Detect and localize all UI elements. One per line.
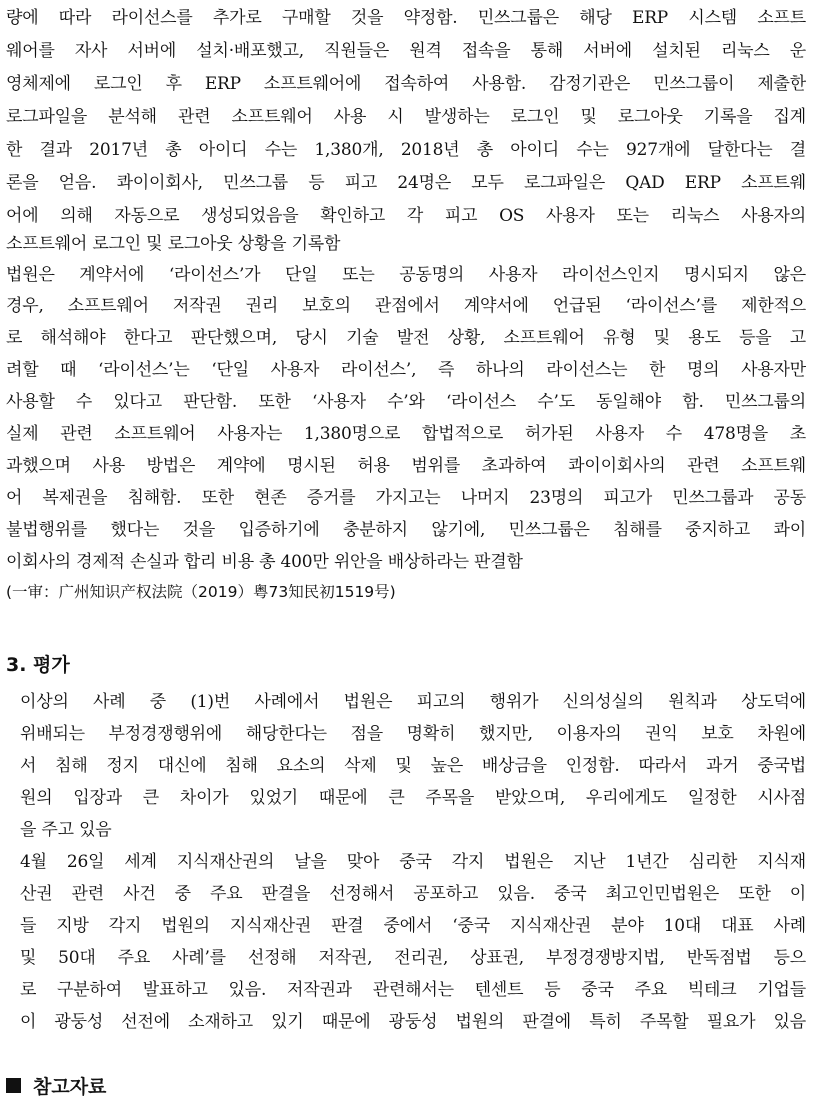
text-line: 한 결과 2017년 총 아이디 수는 1,380개, 2018년 총 아이디 수는 927개에 달한다는 결 (6, 140, 806, 160)
text-line: 원의 입장과 큰 차이가 있었기 때문에 큰 주목을 받았으며, 우리에게도 일정한 시사점 (20, 788, 806, 808)
text-line: 들 지방 각지 법원의 지식재산권 판결 중에서 ‘중국 지식재산권 분야 10대 대표 사례 (20, 916, 807, 936)
text-line: 경우, 소프트웨어 저작권 권리 보호의 관점에서 계약서에 언급된 ‘라이선스’를 제한적으 (6, 296, 806, 316)
text-line: 을 주고 있음 (20, 820, 112, 840)
text-line: 4월 26일 세계 지식재산권의 날을 맞아 중국 각지 법원은 지난 1년간 심리한 지식재 (20, 852, 806, 872)
text-line: 려할 때 ‘라이선스’는 ‘단일 사용자 라이선스’, 즉 하나의 라이선스는 한 명의 사용자만 (6, 360, 806, 380)
text-line: 이상의 사례 중 (1)번 사례에서 법원은 피고의 행위가 신의성실의 원칙과 상도덕에 (20, 692, 806, 712)
text-line: 과했으며 사용 방법은 계약에 명시된 허용 범위를 초과하여 콰이이회사의 관련 소프트웨 (6, 456, 806, 476)
text-line: 실제 관련 소프트웨어 사용자는 1,380명으로 합법적으로 허가된 사용자 수 478명을 초 (6, 424, 806, 444)
text-line: 사용할 수 있다고 판단함. 또한 ‘사용자 수’와 ‘라이선스 수’도 동일해야 함. 민쓰그룹의 (6, 392, 806, 412)
text-line: 로 해석해야 한다고 판단했으며, 당시 기술 발전 상황, 소프트웨어 유형 및 용도 등을 고 (6, 328, 806, 348)
text-line: 량에 따라 라이선스를 추가로 구매할 것을 약정함. 민쓰그룹은 해당 ERP 시스템 소프트 (6, 8, 806, 28)
text-line: 이 광둥성 선전에 소재하고 있기 때문에 광둥성 법원의 판결에 특히 주목할 필요가 있음 (20, 1012, 806, 1032)
references-title: 참고자료 (33, 1075, 107, 1098)
text-line: 법원은 계약서에 ‘라이선스’가 단일 또는 공동명의 사용자 라이선스인지 명시되지 않은 (6, 265, 806, 285)
text-line: 불법행위를 했다는 것을 입증하기에 충분하지 않기에, 민쓰그룹은 침해를 중지하고 콰이 (6, 520, 806, 540)
case-citation: (一审：广州知识产权法院（2019）粤73知民初1519号) (6, 583, 396, 601)
text-line: 및 50대 주요 사례’를 선정해 저작권, 전리권, 상표권, 부정경쟁방지법, 반독점법 등으 (20, 948, 806, 968)
section-heading: 3. 평가 (6, 654, 70, 676)
black-square-icon (6, 1078, 21, 1093)
text-line: 소프트웨어 로그인 및 로그아웃 상황을 기록함 (6, 234, 341, 254)
text-line: 이회사의 경제적 손실과 합리 비용 총 400만 위안을 배상하라는 판결함 (6, 552, 523, 572)
text-line: 론을 얻음. 콰이이회사, 민쓰그룹 등 피고 24명은 모두 로그파일은 QAD ERP 소프트웨 (6, 173, 806, 193)
text-line: 서 침해 정지 대신에 침해 요소의 삭제 및 높은 배상금을 인정함. 따라서 과거 중국법 (20, 756, 806, 776)
text-line: 어에 의해 자동으로 생성되었음을 확인하고 각 피고 OS 사용자 또는 리눅스 사용자의 (6, 206, 806, 226)
text-line: 로그파일을 분석해 관련 소프트웨어 사용 시 발생하는 로그인 및 로그아웃 기록을 집계 (6, 107, 806, 127)
text-line: 로 구분하여 발표하고 있음. 저작권과 관련해서는 텐센트 등 중국 주요 빅테크 기업들 (20, 980, 806, 1000)
text-line: 산권 관련 사건 중 주요 판결을 선정해서 공포하고 있음. 중국 최고인민법원은 또한 이 (20, 884, 806, 904)
text-line: 영체제에 로그인 후 ERP 소프트웨어에 접속하여 사용함. 감정기관은 민쓰그룹이 제출한 (6, 74, 806, 94)
text-line: 위배되는 부정경쟁행위에 해당한다는 점을 명확히 했지만, 이용자의 권익 보호 차원에 (20, 724, 806, 744)
references-heading (6, 1069, 106, 1101)
text-line: 웨어를 자사 서버에 설치·배포했고, 직원들은 원격 접속을 통해 서버에 설치된 리눅스 운 (6, 41, 806, 61)
text-line: 어 복제권을 침해함. 또한 현존 증거를 가지고는 나머지 23명의 피고가 민쓰그룹과 공동 (6, 488, 806, 508)
